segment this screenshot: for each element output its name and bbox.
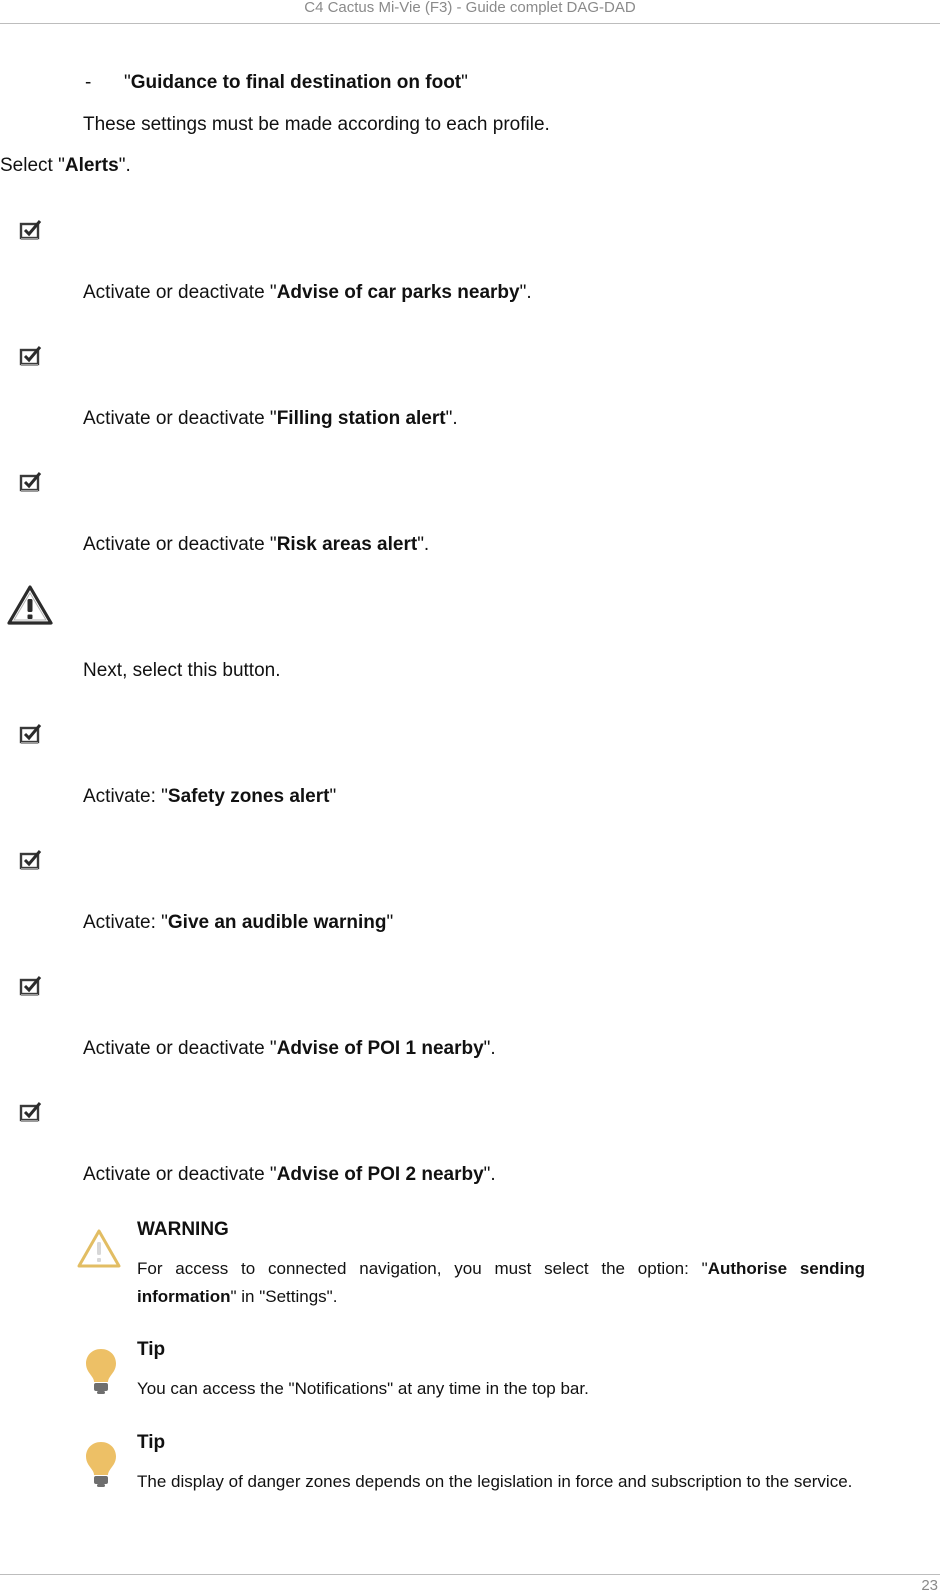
checkbox-icon [18, 722, 46, 746]
step-audible-warning: Activate: "Give an audible warning" [83, 912, 394, 933]
warning-title: WARNING [137, 1219, 229, 1240]
checkbox-icon [18, 344, 46, 368]
select-alerts-line: Select "Alerts". [0, 155, 131, 176]
page-number: 23 [921, 1577, 938, 1594]
step-car-parks: Activate or deactivate "Advise of car parks nearby". [83, 282, 532, 303]
warning-body: For access to connected navigation, you must select the option: "Authorise sending information" in "Settings". [137, 1259, 865, 1306]
alerts-label: Alerts [64, 155, 119, 176]
footer-rule [0, 1574, 940, 1575]
step-safety-zones: Activate: "Safety zones alert" [83, 786, 337, 807]
tip-1-body: You can access the "Notifications" at any time in the top bar. [137, 1379, 589, 1398]
warning-triangle-icon [6, 584, 54, 626]
guidance-option-label: Guidance to final destination on foot [130, 72, 462, 93]
checkbox-icon [18, 848, 46, 872]
guidance-list-dash: - [85, 72, 92, 93]
step-poi-2: Activate or deactivate "Advise of POI 2 nearby". [83, 1164, 496, 1185]
step-filling-station: Activate or deactivate "Filling station alert". [83, 408, 458, 429]
step-risk-areas: Activate or deactivate "Risk areas alert". [83, 534, 430, 555]
header-title: C4 Cactus Mi-Vie (F3) - Guide complet DAG-DAD [304, 0, 636, 16]
lightbulb-icon [84, 1440, 118, 1488]
step-poi-1: Activate or deactivate "Advise of POI 1 nearby". [83, 1038, 496, 1059]
warning-callout-icon [76, 1228, 122, 1270]
authorise-sending-label: Authorise sending information [137, 1259, 865, 1306]
running-header [0, 0, 940, 24]
tip-1-title: Tip [137, 1339, 166, 1360]
checkbox-icon [18, 1100, 46, 1124]
tip-2-body: The display of danger zones depends on the legislation in force and subscription to the service. [137, 1472, 853, 1491]
step-next-select: Next, select this button. [83, 660, 281, 681]
tip-2-title: Tip [137, 1432, 166, 1453]
checkbox-icon [18, 470, 46, 494]
checkbox-icon [18, 974, 46, 998]
lightbulb-icon [84, 1347, 118, 1395]
checkbox-icon [18, 218, 46, 242]
profile-note: These settings must be made according to each profile. [83, 114, 550, 135]
guidance-option-line: "Guidance to final destination on foot" [124, 72, 468, 93]
